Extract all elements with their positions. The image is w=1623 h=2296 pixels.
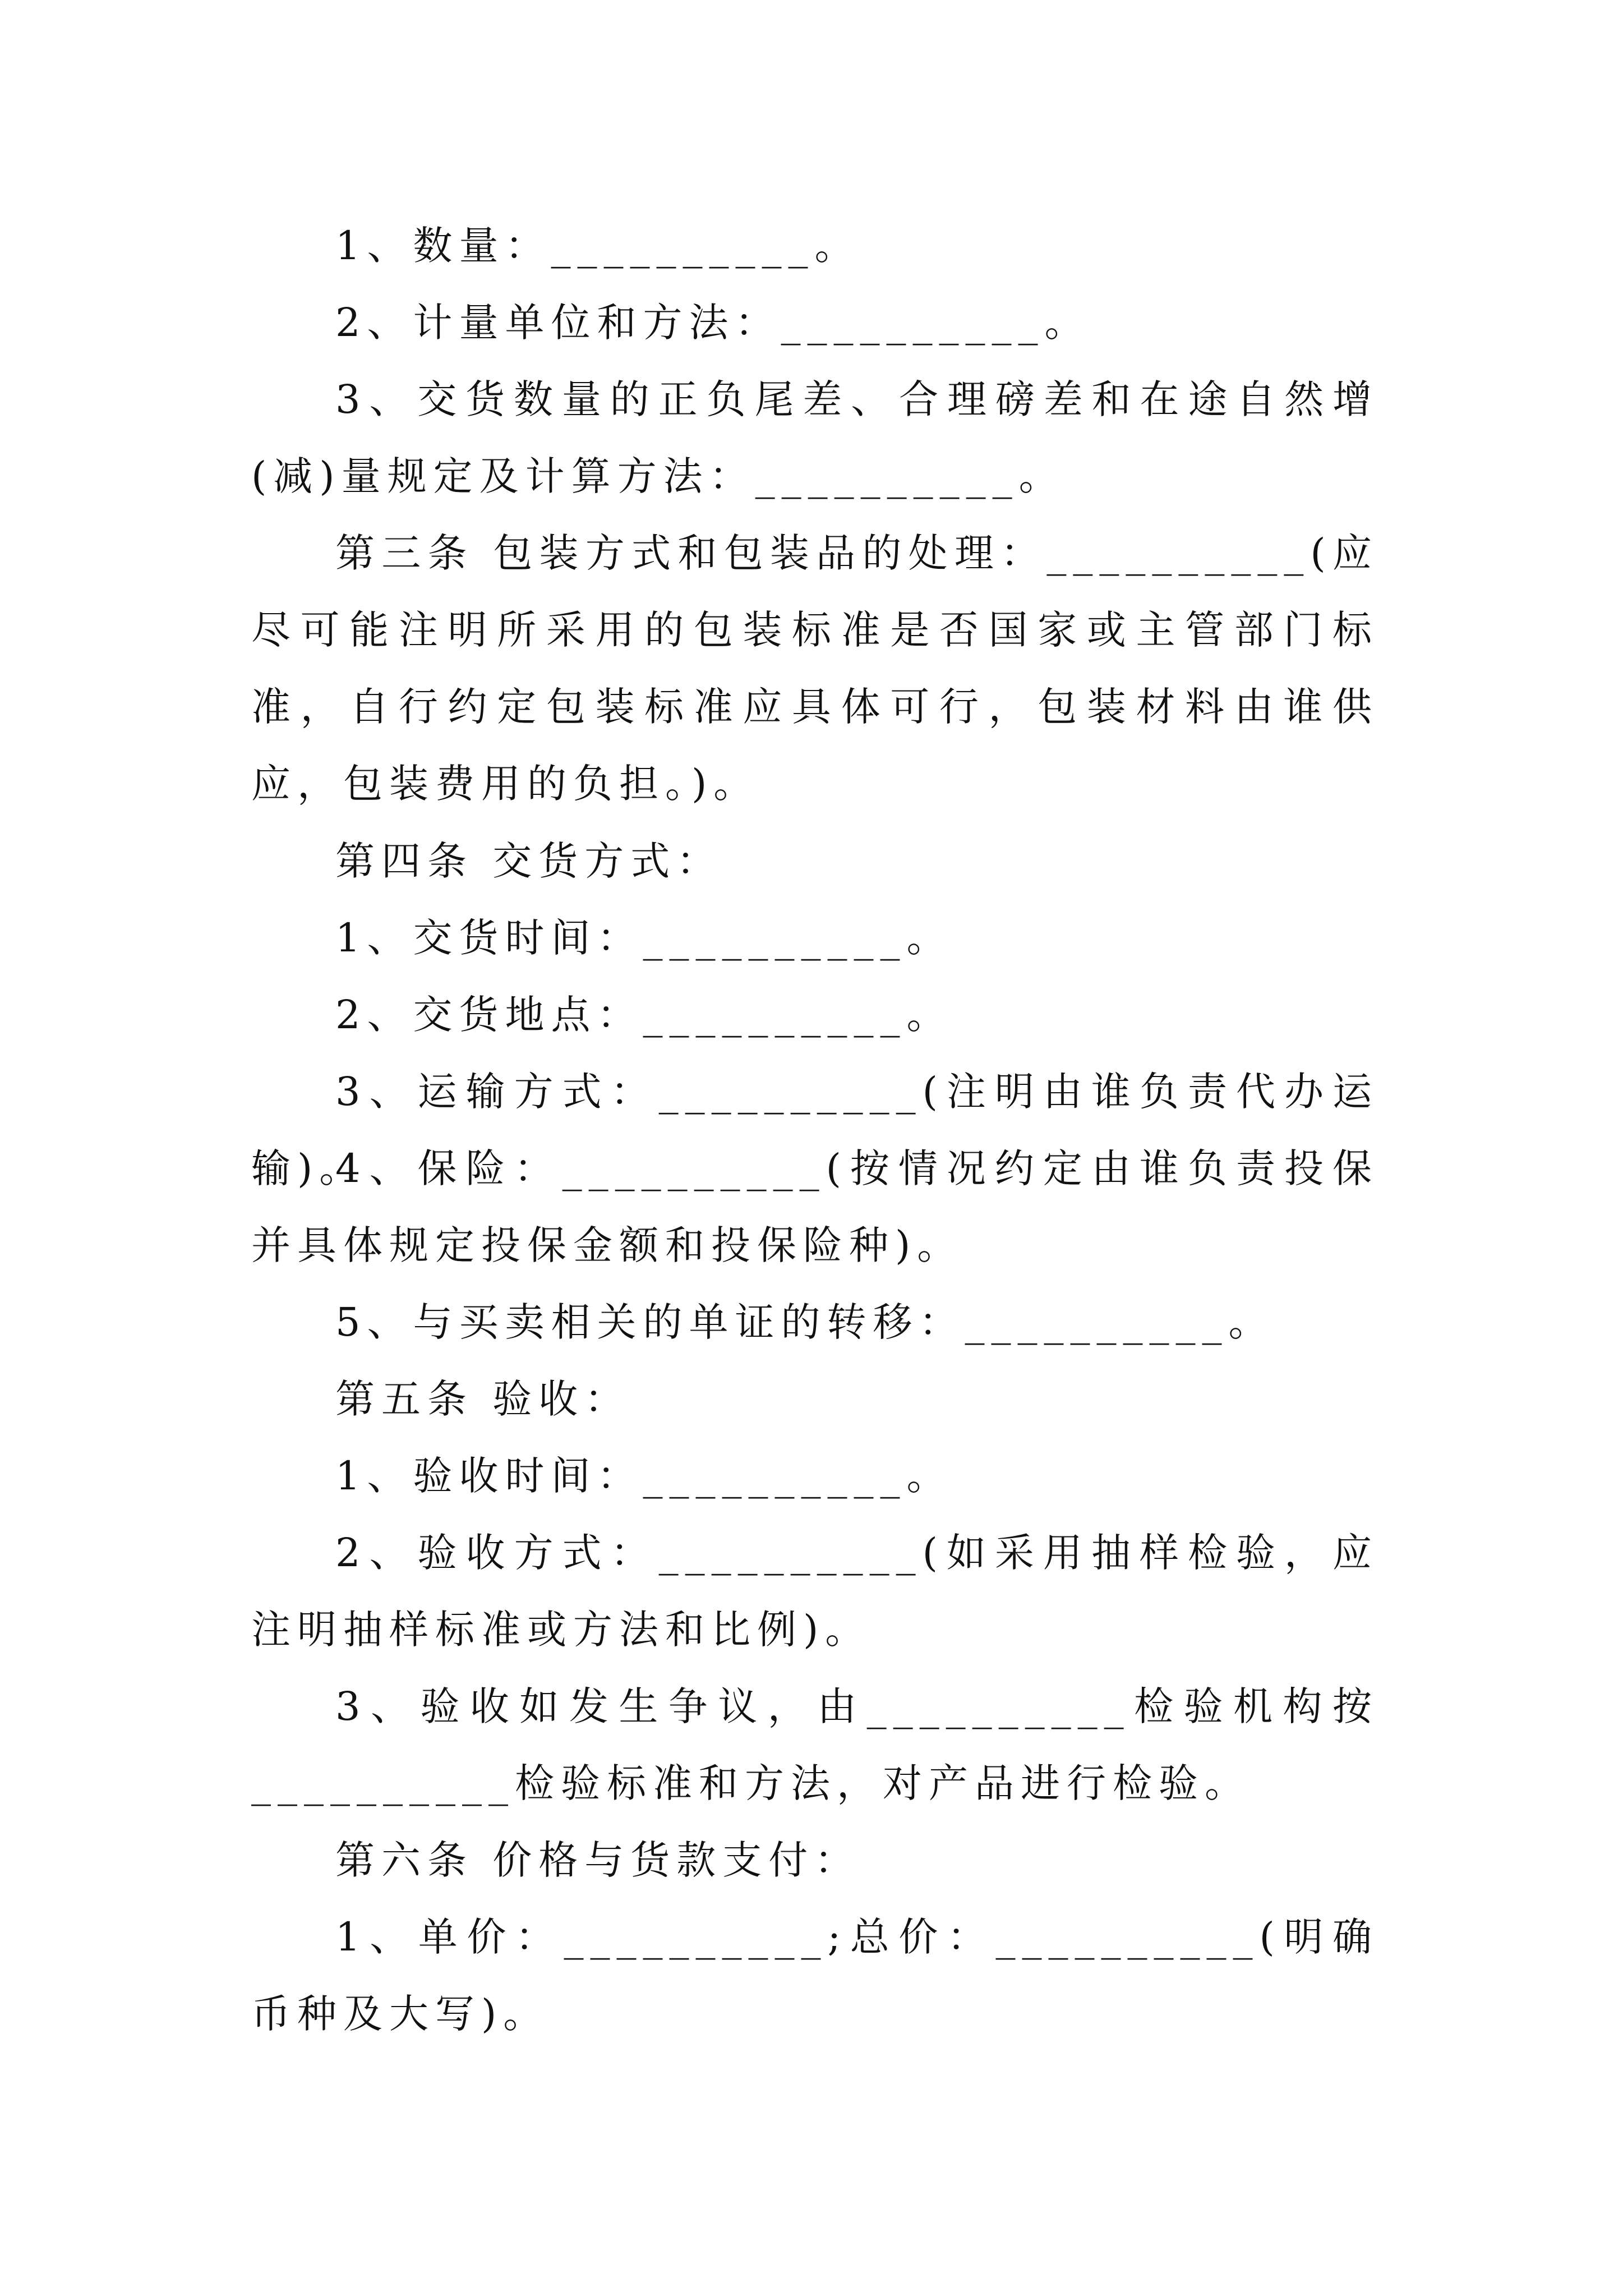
clause-price: 1、单价：__________;总价：__________(明确币种及大写)。	[251, 1914, 1378, 2037]
clause-tolerance: 3、交货数量的正负尾差、合理磅差和在途自然增(减)量规定及计算方法：__________。	[251, 376, 1378, 499]
clause-documents: 5、与买卖相关的单证的转移：__________。	[335, 1299, 1275, 1345]
article-6-heading: 第六条 价格与货款支付：	[335, 1837, 861, 1883]
article-4-heading: 第四条 交货方式：	[335, 838, 723, 884]
clause-quantity: 1、数量：__________。	[335, 223, 861, 269]
clause-delivery-time: 1、交货时间：__________。	[335, 915, 953, 961]
clause-inspection-method: 2、验收方式：__________(如采用抽样检验，应注明抽样标准或方法和比例)。	[251, 1530, 1378, 1653]
clause-insurance: 4、保险：__________(按情况约定由谁负责投保并具体规定投保金额和投保险种)。	[251, 1145, 1378, 1268]
article-3-packaging: 第三条 包装方式和包装品的处理：__________(应尽可能注明所采用的包装标准是否国家或主管部门标准，自行约定包装标准应具体可行，包装材料由谁供应，包装费用的负担。)。	[251, 530, 1378, 807]
clause-delivery-place: 2、交货地点：__________。	[335, 992, 953, 1038]
clause-dispute: 3、验收如发生争议，由__________检验机构按__________检验标准和方法，对产品进行检验。	[251, 1683, 1378, 1806]
clause-inspection-time: 1、验收时间：__________。	[335, 1453, 953, 1499]
clause-transport: 3、运输方式：__________(注明由谁负责代办运输)。	[251, 1069, 1378, 1191]
clause-unit-method: 2、计量单位和方法：__________。	[335, 300, 1091, 346]
article-5-heading: 第五条 验收：	[335, 1376, 631, 1422]
